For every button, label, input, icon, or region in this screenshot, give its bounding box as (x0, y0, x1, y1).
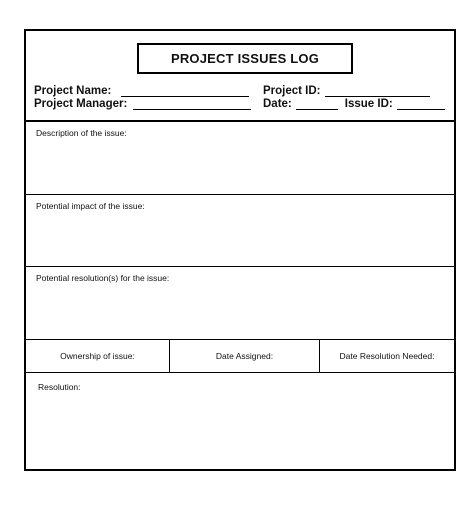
resolutions-section[interactable] (26, 267, 454, 340)
project-id-label: Project ID: (263, 85, 321, 97)
assignment-row (26, 340, 454, 373)
form-body (26, 120, 454, 469)
date-field[interactable] (296, 98, 338, 110)
project-manager-label: Project Manager: (34, 98, 128, 110)
date-label: Date: (263, 98, 292, 110)
project-name-field[interactable] (121, 85, 249, 97)
description-section[interactable] (26, 122, 454, 195)
date-resolution-needed-label: Date Resolution Needed: (339, 351, 435, 361)
description-label: Description of the issue: (36, 128, 127, 138)
ownership-cell[interactable] (26, 340, 169, 372)
project-name-label: Project Name: (34, 85, 112, 97)
resolution-section[interactable] (26, 373, 454, 469)
date-issue-row (263, 98, 445, 110)
issue-id-field[interactable] (397, 98, 445, 110)
date-resolution-needed-cell[interactable] (319, 340, 454, 372)
project-id-row (263, 85, 430, 97)
date-assigned-label: Date Assigned: (215, 351, 274, 361)
project-manager-row (34, 98, 251, 110)
project-manager-field[interactable] (133, 98, 251, 110)
form-header (26, 31, 454, 120)
issues-log-form (24, 29, 456, 471)
resolution-label: Resolution: (38, 382, 81, 392)
date-assigned-cell[interactable] (169, 340, 319, 372)
ownership-label: Ownership of issue: (60, 351, 135, 361)
project-name-row (34, 85, 249, 97)
resolutions-label: Potential resolution(s) for the issue: (36, 273, 170, 283)
impact-label: Potential impact of the issue: (36, 201, 145, 211)
project-id-field[interactable] (325, 85, 430, 97)
form-title: PROJECT ISSUES LOG (137, 43, 353, 74)
issue-id-label: Issue ID: (344, 98, 393, 110)
impact-section[interactable] (26, 195, 454, 267)
